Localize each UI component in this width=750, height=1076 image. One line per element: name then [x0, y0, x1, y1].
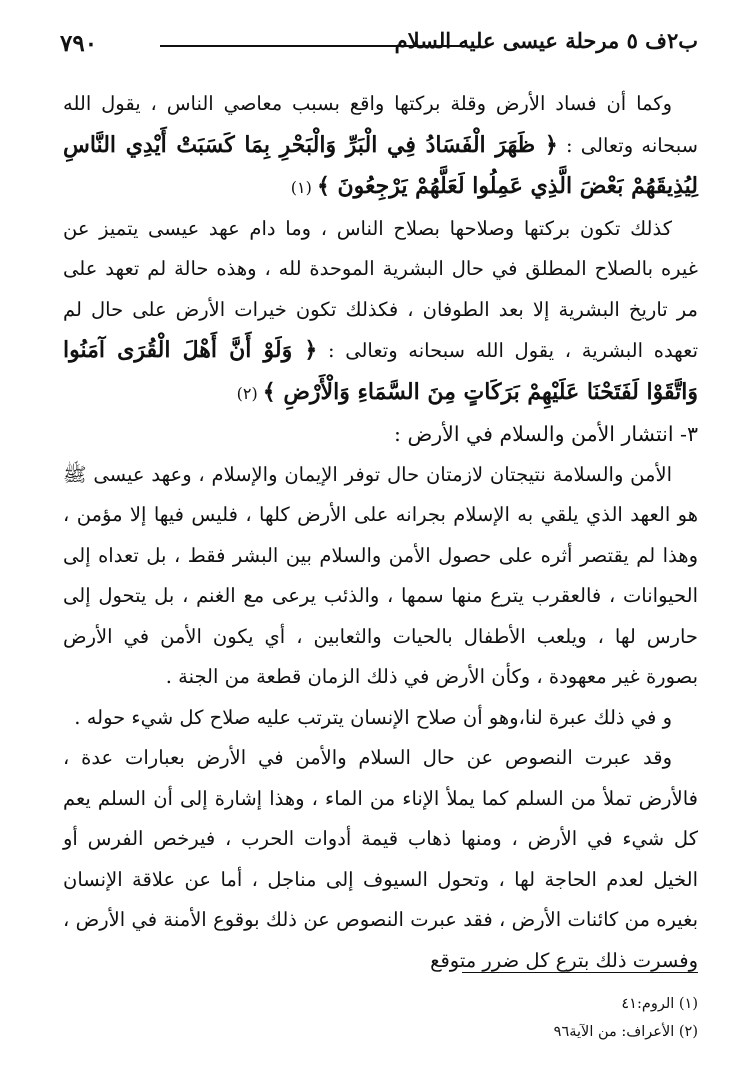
quran-verse: ﴿ وَلَوْ أَنَّ أَهْلَ الْقُرَى آمَنُوا وَاتَّقَوْا لَفَتَحْنَا عَلَيْهِمْ بَرَكَاتٍ مِنَ السَّمَاءِ وَالْأَرْضِ ﴾	[63, 337, 698, 405]
body-paragraph	[63, 698, 698, 739]
footnote-rule	[462, 972, 698, 973]
paragraph-text: وقد عبرت النصوص عن حال السلام والأمن في الأرض بعبارات عدة ، فالأرض تملأ من السلم كما يملأ الإناء من الماء ، وهذا إشارة إلى أن السلم يعم كل شيء في الأرض ، ومنها ذهاب قيمة أدوات الحرب ، فيرخص الفرس أو الخيل لعدم الحاجة لها ، وتحول السيوف إلى مناجل ، أما عن علاقة الإنسان بغيره من كائنات الأرض ، فقد عبرت النصوص عن ذلك بوقوع الأمنة في الأرض ، وفسرت ذلك بترع كل ضرر متوقع	[63, 746, 698, 972]
paragraph-text: ٣- انتشار الأمن والسلام في الأرض :	[394, 422, 698, 446]
body-paragraph	[63, 209, 698, 415]
paragraph-text: الأمن والسلامة نتيجتان لازمتان حال توفر الإيمان والإسلام ، وعهد عيسى ﷺ هو العهد الذي يلقي به الإسلام بجرانه على الأرض كلها ، فليس فيها إلا مؤمن ، وهذا لم يقتصر أثره على حصول الأمن والسلام بين البشر فقط ، بل تعداه إلى الحيوانات ، فالعقرب يترع منها سمها ، والذئب يرعى مع الغنم ، بل يتحول إلى حارس لها ، ويلعب الأطفال بالحيات والثعابين ، أي يكون الأمن في الأرض بصورة غير معهودة ، وكأن الأرض في ذلك الزمان قطعة من الجنة .	[63, 462, 698, 688]
body-paragraph	[63, 84, 698, 209]
footnote-1: (١) الروم:٤١	[621, 996, 698, 1012]
page-number: ٧٩٠	[60, 30, 98, 57]
body-paragraph	[63, 738, 698, 981]
footnote-ref: (١)	[290, 178, 317, 197]
paragraph-text: وكما أن فساد الأرض وقلة بركتها واقع بسبب معاصي الناس ، يقول الله سبحانه وتعالى :	[63, 92, 698, 157]
footnotes	[338, 990, 698, 1046]
quran-verse: ﴿ ظَهَرَ الْفَسَادُ فِي الْبَرِّ وَالْبَحْرِ بِمَا كَسَبَتْ أَيْدِي النَّاسِ لِيُذِيقَهُمْ بَعْضَ الَّذِي عَمِلُوا لَعَلَّهُمْ يَرْجِعُونَ ﴾	[63, 131, 698, 199]
paragraph-text: و في ذلك عبرة لنا،وهو أن صلاح الإنسان يترتب عليه صلاح كل شيء حوله .	[74, 705, 672, 729]
paragraph-text: كذلك تكون بركتها وصلاحها بصلاح الناس ، وما دام عهد عيسى يتميز عن غيره بالصلاح المطلق في حال البشرية الموحدة لله ، وهذه حالة لم تعهد على مر تاريخ البشرية إلا بعد الطوفان ، فكذلك تكون خيرات الأرض على حال لم تعهده البشرية ، يقول الله سبحانه وتعالى :	[63, 216, 698, 362]
body-text	[63, 84, 698, 981]
footnote-ref: (٢)	[236, 383, 263, 403]
footnote-2: (٢) الأعراف: من الآية٩٦	[553, 1024, 698, 1040]
header-rule	[160, 45, 467, 47]
body-paragraph	[63, 455, 698, 698]
section-heading	[63, 414, 698, 455]
running-header-title: ب٢ف ٥ مرحلة عيسى عليه السلام	[394, 28, 698, 53]
